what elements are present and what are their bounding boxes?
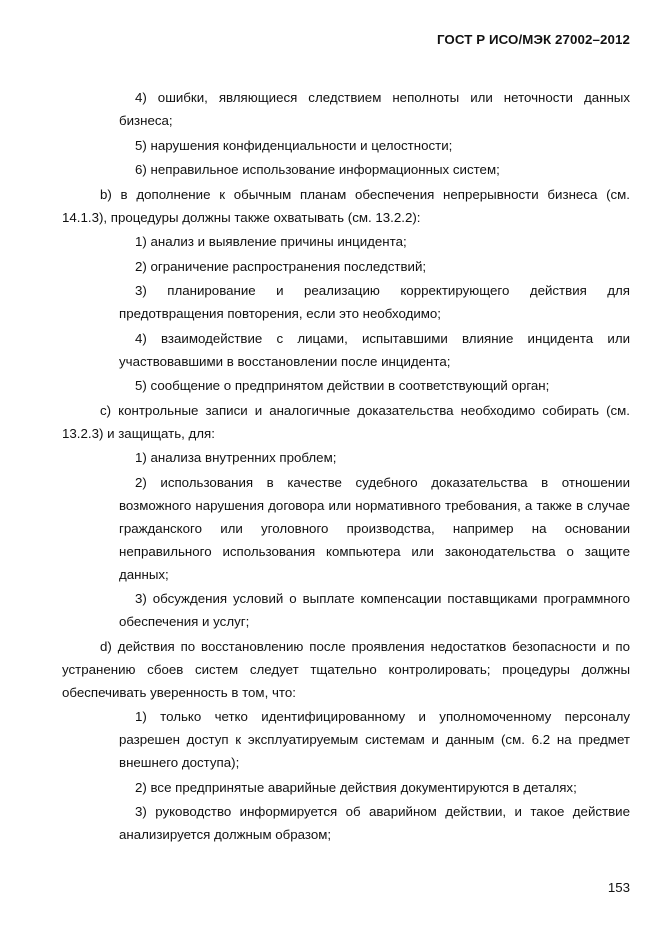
list-item: 2) все предпринятые аварийные действия документируются в деталях; <box>135 779 577 795</box>
page-number: 153 <box>607 880 630 895</box>
list-item: 5) сообщение о предпринятом действии в соответствующий орган; <box>135 378 550 393</box>
list-item: 1) анализа внутренних проблем; <box>135 450 337 465</box>
list-item: d) действия по восстановлению после проявления недостатков безопасности и по устранению сбоев систем следует тщательно контролировать; процедуры должны обеспечивать уверенность в том, что: <box>62 638 630 700</box>
list-item: 6) неправильное использование информационных систем; <box>135 162 500 177</box>
list-item: b) в дополнение к обычным планам обеспечения непрерывности бизнеса (см. 14.1.3), процедуры должны также охватывать (см. 13.2.2): <box>62 186 630 225</box>
list-item: 2) использования в качестве судебного доказательства в отношении возможного нарушения договора или нормативного требования, а также в случае гражданского или уголовного производства, например на основании неправильного использования компьютера или законодательства о защите данных; <box>119 474 630 582</box>
list-item: 3) планирование и реализацию корректирующего действия для предотвращения повторения, если это необходимо; <box>119 283 630 321</box>
document-header: ГОСТ Р ИСО/МЭК 27002–2012 <box>436 32 630 47</box>
list-item: 4) ошибки, являющиеся следствием неполноты или неточности данных бизнеса; <box>119 90 630 128</box>
list-item: 1) только четко идентифицированному и уполномоченному персоналу разрешен доступ к эксплуатируемым системам и данным (см. 6.2 на предмет внешнего доступа); <box>119 709 630 770</box>
list-item: 5) нарушения конфиденциальности и целостности; <box>135 137 453 153</box>
list-item: 1) анализ и выявление причины инцидента; <box>135 234 407 249</box>
list-item: 4) взаимодействие с лицами, испытавшими влияние инцидента или участвовавшими в восстановлении после инцидента; <box>119 330 630 369</box>
list-item: 2) ограничение распространения последствий; <box>135 258 427 274</box>
list-item: c) контрольные записи и аналогичные доказательства необходимо собирать (см. 13.2.3) и защищать, для: <box>62 402 630 441</box>
list-item: 3) руководство информируется об аварийном действии, и такое действие анализируется должным образом; <box>119 804 630 842</box>
list-item: 3) обсуждения условий о выплате компенсации поставщиками программного обеспечения и услуг; <box>119 591 630 629</box>
document-body <box>62 86 630 848</box>
